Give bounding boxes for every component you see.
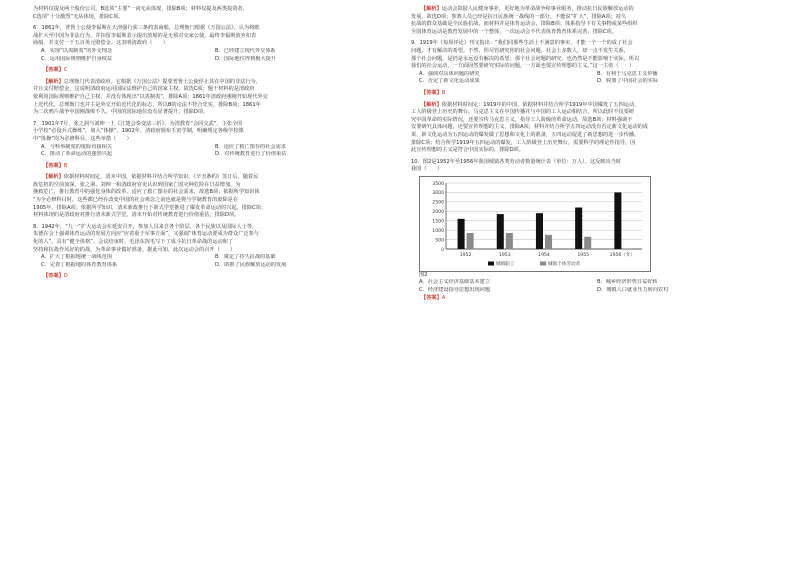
prev-analysis-line-2: C选项“十分激烈”无从体现，排除C项。 <box>33 13 124 20</box>
q9-option-a[interactable]: A．强调对具体问题的研究 <box>419 70 480 77</box>
q6-option-a[interactable]: A．实现“以夷制夷”的外交理念 <box>41 47 113 54</box>
legend-swatch <box>540 261 546 265</box>
q9-analysis-line: 此宣传理想的主义是符合中国实际的，排除D项。 <box>411 147 524 154</box>
bar-urban-workers <box>575 207 582 248</box>
bar-urban-workers <box>458 219 465 249</box>
q7-analysis-line: 材料体现的是清政府对推行清末新式学堂，清末开始对传统教育进行价值重估，排除D项。 <box>33 212 240 219</box>
q6-stem-line: 6．1861年，普鲁士公使李福斯在天津强行获三条约表商船，总理衙门根据《万国公法》，认为将欧 <box>33 25 260 32</box>
prev-analysis-line-1: 为材料仅提及两个股份公司，B选项“主要”一词无从体现，排除B项；材料仅提及两类投资者， <box>33 6 248 12</box>
q8-stem-line: 坚持和抗战作风好的的战，为革命事业做好准备。据此可知，此次运动会的召开（ ） <box>33 246 236 253</box>
bar-individual-workers <box>545 235 552 249</box>
q9-option-d[interactable]: D．脱离了中国社会的实际 <box>597 78 659 85</box>
q7-stem-line: 小学校“必设兵式操练”，加入“体操”，1902年，清政府颁布壬寅学制，明确规定各级学校课 <box>33 128 244 135</box>
q7-option-b[interactable]: B．适应了救亡图存的社会需求 <box>215 143 286 150</box>
q8-analysis-line: 全国体育运动是教育发展中的一个整体，一次运动会不代表体育教育体系完善，排除C项。 <box>411 28 617 35</box>
q6-option-c[interactable]: C．运用国际规则维护自身权益 <box>41 55 113 62</box>
q9-stem-line: 那个社会问题，是仍是永远没有解决的希望；那个社会问题的研究，也仍然是不能影响于实际。所以 <box>411 55 640 62</box>
q8-option-c[interactable]: C．完善了根据地的体育教育体系 <box>41 261 118 268</box>
bar-urban-workers <box>536 213 543 249</box>
q8-analysis-line: 发展，故选D项；参赛人员已经是抗日民族统一战线的一部分，不能说“扩大”，排除A项；持久 <box>411 13 627 20</box>
q9-analysis-line: 排除C项；结合所学1919年五四运动的爆发，工人阶级登上历史舞台，需要科学的理论作指导，因 <box>411 139 636 146</box>
question-7 <box>33 121 377 220</box>
question-10 <box>411 159 763 303</box>
y-tick-label: 1000 <box>432 228 444 234</box>
y-tick-label: 500 <box>435 238 444 244</box>
q6-stem-line: 战扩大至中国为非法行为，并扣留李福斯表示提出放船的是无须对交家公使，最终李福斯放弃扣表 <box>33 32 257 39</box>
bar-individual-workers <box>506 233 513 249</box>
labor-bar-chart <box>419 176 651 272</box>
q7-analysis-line: 1905年，排除A项；依据所学知识，清末新政推行下新式学堂推进了爆发革命运动的兴起，排除C项； <box>33 204 267 211</box>
q7-analysis: 【解析】依据材料时间定，清末中国，依据材料并结合所学知识，《辛丑条约》签订后，随着民 <box>43 174 259 181</box>
q10-option-b[interactable]: B．城乡经济形势日益好转 <box>597 279 658 286</box>
q9-stem-line: 问题，才有解决的希望。不然，你尽管研究你的社会问题，社会上多数人，却一点不发生关系， <box>411 47 629 54</box>
q8-option-a[interactable]: A．扩大了根据地统一战线范围 <box>41 254 112 261</box>
q10-options <box>411 279 763 294</box>
q7-answer: 【答案】B <box>43 162 68 169</box>
legend-label: 城镇个体劳动者 <box>548 261 581 267</box>
q7-stem-line: 7．1901年7月，张之洞与刘坤一上《江楚会奏变法三折》，为清教育“会同交武”，主张全国 <box>33 120 243 127</box>
left-column <box>33 6 377 281</box>
q8-option-d[interactable]: D．助推了民族解放运动的发展 <box>215 261 287 268</box>
q9-analysis-line: 果，新文化运动为五四运动的爆发做了思想和文化上的准备，五四运动促进了新思想的进一步传播， <box>411 131 640 138</box>
q6-option-b[interactable]: B．已经建立现代外交体系 <box>215 47 276 54</box>
q9-options <box>411 71 763 86</box>
q10-answer: 【答案】A <box>421 294 446 301</box>
legend-swatch <box>488 261 494 265</box>
q8-analysis: 【解析】运动会鼓励人民健身事业，更好地为革命战争和事业服务，推动抗日民族解放运动的 <box>421 6 634 12</box>
x-tick-label: 1952 <box>459 252 472 258</box>
q8-stem-line: 朱德在会上强调体育运动的发展方向应“应着重于军事方面”，又强调“体育运动要成为群众广泛参与 <box>33 231 259 238</box>
bar-individual-workers <box>467 233 474 249</box>
y-tick-label: 0 <box>441 247 444 253</box>
q9-stem-line: 9．1919年《每周评论》刊文指出：“我们同那些生活上不满意的事实，才能一个一个的成了社会 <box>411 40 633 47</box>
bar-urban-workers <box>497 214 504 249</box>
q7-analysis-line: “为全必修科目时，这些都已经在改变中国的社会观念之前也就是将与学制教育的废除是在 <box>33 197 239 204</box>
x-tick-label: 1954 <box>538 252 550 258</box>
q9-analysis-line: 究中国革命的实际情况，还要宣传马克思主义，指导工人阶级的革命运动，故选B项；材料强调不 <box>411 116 633 123</box>
x-tick-label: 1956（年） <box>609 252 636 258</box>
y-tick-label: 1500 <box>432 219 444 225</box>
q10-option-a[interactable]: A．社会主义经济基础基本建立 <box>419 279 490 286</box>
q7-analysis-line: 挽救危亡，推行教育中的强化身体的改革，适应了救亡图存的社会需求，故选B项；依据所学知识体 <box>33 189 260 196</box>
q6-analysis-line: 并且支付赔偿金，这说明清政府运用国际法维护自己的国家主权，故选C项；题干材料的是清政府 <box>33 86 255 93</box>
q6-analysis: 【解析】总理衙门代表清政府，它根据《万国公法》提要普鲁士公使停止其在中国的非法行为， <box>43 78 261 85</box>
q8-answer: 【答案】D <box>43 273 68 280</box>
q8-analysis-line: 抗战的群众基础是全民族抗战，而材料并是体育运动会，排除B项；体系指导下有关事物或某些组织 <box>411 21 638 28</box>
q6-analysis-line: 依利用国际规则维护自己主权，并没有体现出“以夷制夷”，排除A项；1861年清政府刚刚开始现代外交 <box>33 93 268 100</box>
y-tick-label: 3500 <box>432 181 444 187</box>
y-tick-label: 2500 <box>432 200 444 206</box>
bar-individual-workers <box>584 237 591 249</box>
q8-stem-line: 化的人”，具有“健全体格”。会议结束时，毛泽东挥毛写下了成斗抗日革命战的运动和了 <box>33 239 234 246</box>
q9-analysis: 【解析】依据材料时间定：1919年的中国，依据材料并结合所学1919年中国爆发了五四运动， <box>421 101 640 108</box>
figure-caption: 图2 <box>419 271 428 278</box>
bar-urban-workers <box>614 192 621 249</box>
q9-option-c[interactable]: C．否定了新文化运动成果 <box>419 78 480 85</box>
q9-analysis-line: 仅要研究具体问题，还要宣传理想的主义，排除A项；材料并结合所学五四运动没有否定新文化运动的成 <box>411 124 648 131</box>
q9-stem-line: 我们的社会运动，一方面固然要研究实际的问题，一方面也要宣传理想的主义。”这一主张（ ） <box>411 63 635 70</box>
q10-stem-line: 10．图2是1952年至1956年我国城镇各类劳动者数量统计表（单位：万人）。这反映出当时 <box>411 158 622 165</box>
q8-stem-line: 8．1942年，“九一”扩大运动会在延安召开，参加人员来自各个阶层、各个民族以及国际人士等。 <box>33 223 258 230</box>
y-tick-label: 2000 <box>432 209 444 215</box>
q7-options <box>33 144 377 159</box>
y-tick-label: 3000 <box>432 191 444 197</box>
q7-option-d[interactable]: D．对传统教育进行了价值重估 <box>215 151 287 158</box>
q10-option-d[interactable]: D．城镇人口就业压力转向农村 <box>597 287 669 294</box>
q8-options <box>33 254 377 269</box>
q8-option-b[interactable]: B．奠定了持久抗战的基础 <box>215 254 276 261</box>
q6-option-d[interactable]: D．国际地位得到极大提升 <box>215 55 277 62</box>
q7-analysis-line: 族危机的空前加深，张之洞、刘坤一和清政府官吏认识到国家亡国灭种危险在日益增加，为 <box>33 181 241 188</box>
q6-answer: 【答案】C <box>43 67 68 74</box>
q7-option-c[interactable]: C．推动了革命运动的蓬勃兴起 <box>41 151 113 158</box>
q10-option-c[interactable]: C．经济建设指导思想出现问题 <box>419 287 491 294</box>
q9-option-b[interactable]: B．有利于马克思主义传播 <box>597 70 658 77</box>
q7-option-a[interactable]: A．与科举制度的废除直接相关 <box>41 143 112 150</box>
q6-options <box>33 48 377 63</box>
q9-answer: 【答案】B <box>421 89 446 96</box>
q7-stem-line: 中“体操”均为必修科目。这些举措（ ） <box>33 135 132 142</box>
question-8 <box>33 224 377 281</box>
question-6 <box>33 25 377 117</box>
right-column <box>411 6 763 302</box>
x-tick-label: 1953 <box>498 252 511 258</box>
q6-stem-line: 商船，并支付一千五百英元赔偿金。这表明清政府（ ） <box>33 40 168 47</box>
q9-analysis-line: 工人阶级登上历史的舞台，马克思主义在中国传播并与中国的工人运动相结合，所以此时不仅要研 <box>411 109 635 116</box>
legend-label: 城镇职工 <box>496 261 515 267</box>
x-tick-label: 1955 <box>577 252 590 258</box>
q6-analysis-line: 上近代化，总理衙门也并主是外交开始近代化的标志，所以B的论法不符合史实，排除B项；1861年 <box>33 101 261 108</box>
question-9 <box>411 40 763 154</box>
q6-analysis-line: 为二次鸦片战争中国刚战败不久，中国的国际地位没有显著提升，排除D项。 <box>33 109 209 116</box>
q10-stem-line: 我国（ ） <box>411 166 443 173</box>
chart-svg <box>420 177 650 271</box>
